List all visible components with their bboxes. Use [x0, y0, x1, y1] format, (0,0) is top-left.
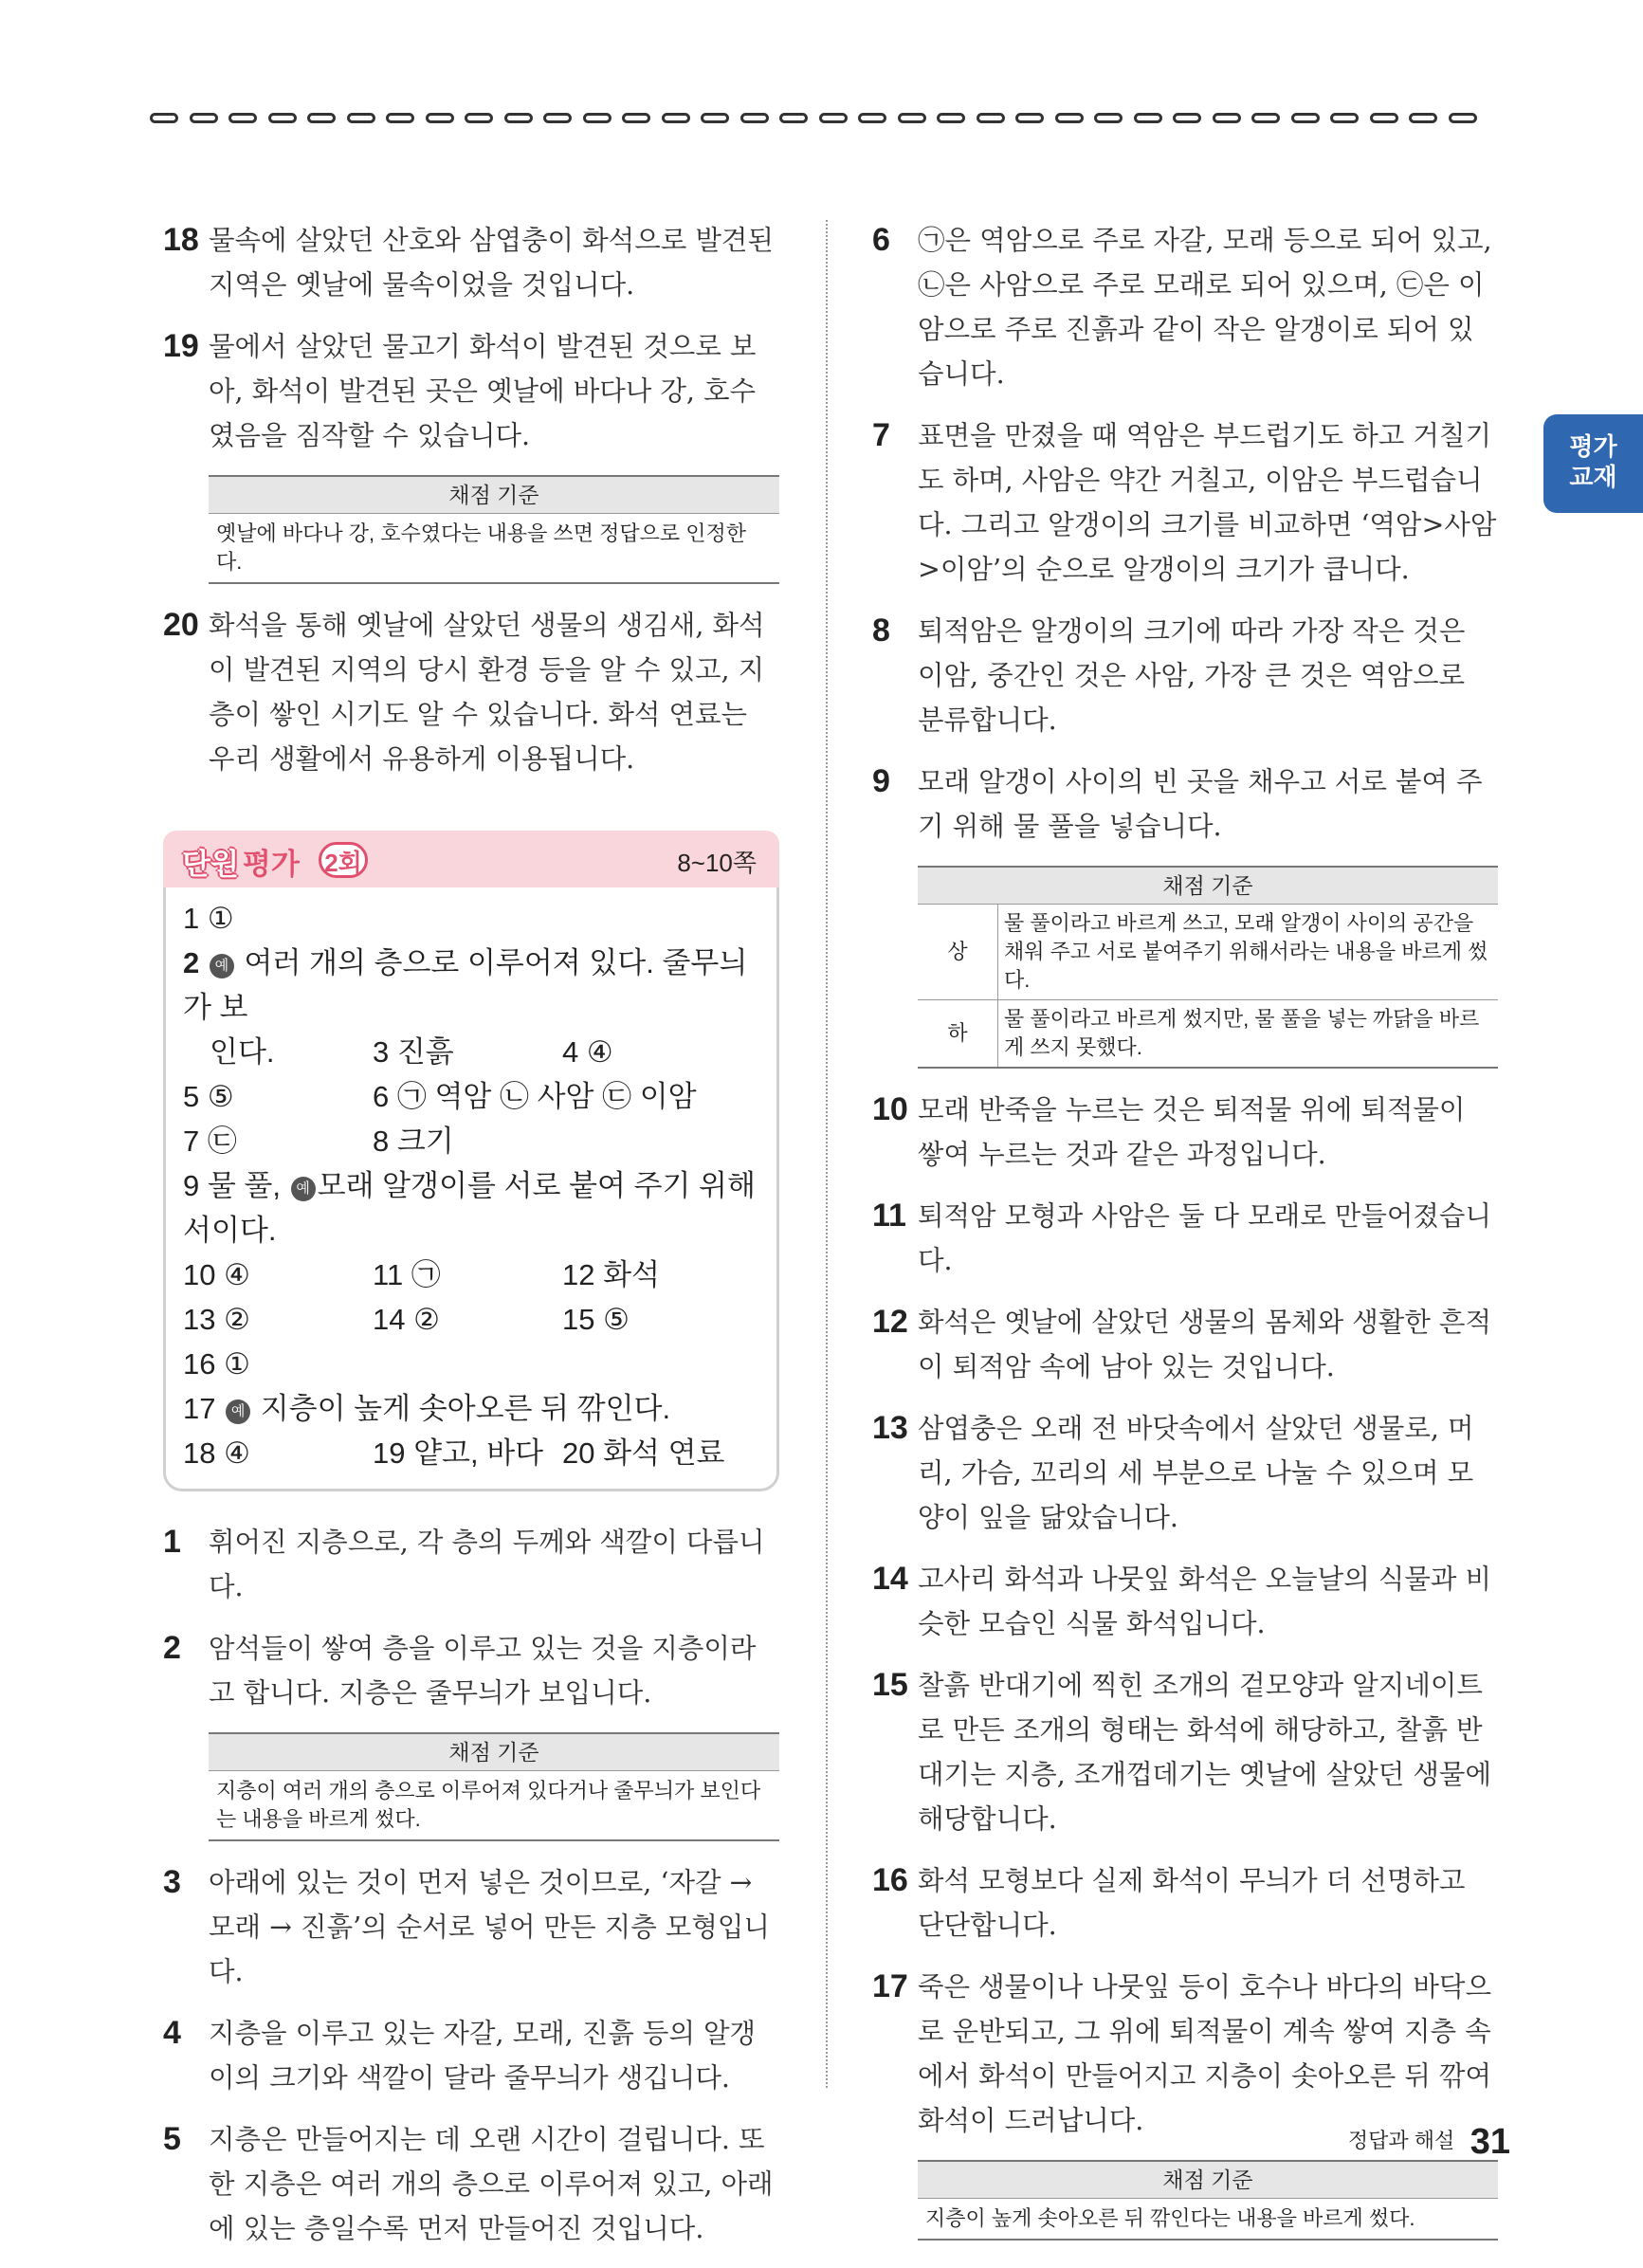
- answer-number: 2: [183, 946, 200, 979]
- grading-criteria-9: [918, 866, 1498, 1069]
- question-text: ㉠은 역암으로 주로 자갈, 모래 등으로 되어 있고, ㉡은 사암으로 주로 모래로 되어 있으며, ㉢은 이암으로 주로 진흙과 같이 작은 알갱이로 되어 있습니다.: [918, 225, 1492, 390]
- answer-6: 6 ㉠ 역암 ㉡ 사암 ㉢ 이암: [373, 1080, 697, 1113]
- answer-20: 20 화석 연료: [562, 1436, 725, 1470]
- explanation-16: [872, 1858, 1498, 1948]
- dash-segment: [819, 113, 848, 123]
- question-number: 16: [872, 1862, 908, 1898]
- criteria-text: 지층이 여러 개의 층으로 이루어져 있다거나 줄무늬가 보인다는 내용을 바르게 썼다.: [216, 1779, 761, 1831]
- right-column: [872, 218, 1498, 2259]
- dash-segment: [426, 113, 454, 123]
- answer-row-13-15: [183, 1297, 759, 1342]
- dash-segment: [1173, 113, 1201, 123]
- question-number: 2: [163, 1630, 181, 1666]
- criteria-text: 지층이 높게 솟아오른 뒤 깎인다는 내용을 바르게 썼다.: [925, 2206, 1415, 2230]
- dash-segment: [543, 113, 572, 123]
- answer-number: 17: [183, 1392, 216, 1425]
- criteria-row-low: [918, 1000, 1498, 1068]
- question-text: 고사리 화석과 나뭇잎 화석은 오늘날의 식물과 비슷한 모습인 식물 화석입니다.: [918, 1564, 1491, 1639]
- answer-2-continued: 인다.: [210, 1035, 275, 1069]
- title-eval: 평가: [242, 848, 300, 881]
- answer-7: 7 ㉢: [183, 1125, 237, 1158]
- criteria-title: 채점 기준: [209, 1734, 779, 1771]
- criteria-title: 채점 기준: [918, 2162, 1498, 2199]
- dash-segment: [740, 113, 769, 123]
- answer-1: 1 ①: [183, 902, 234, 935]
- dash-segment: [898, 113, 926, 123]
- answer-5: 5 ⑤: [183, 1080, 234, 1113]
- explanation-3: [163, 1860, 779, 1994]
- dash-segment: [622, 113, 650, 123]
- question-number: 3: [163, 1864, 181, 1900]
- question-number: 19: [163, 328, 199, 364]
- question-number: 13: [872, 1410, 908, 1446]
- explanation-19: [163, 324, 779, 458]
- explanation-5: [163, 2117, 779, 2251]
- question-text: 암석들이 쌓여 층을 이루고 있는 것을 지층이라고 합니다. 지층은 줄무늬가 보입니다.: [209, 1633, 757, 1709]
- footer-label: 정답과 해설: [1347, 2129, 1455, 2152]
- explanation-9: [872, 759, 1498, 849]
- dash-segment: [1330, 113, 1359, 123]
- criteria-title: 채점 기준: [918, 868, 1498, 905]
- dash-segment: [1291, 113, 1320, 123]
- question-text: 화석은 옛날에 살았던 생물의 몸체와 생활한 흔적이 퇴적암 속에 남아 있는 것입니다.: [918, 1307, 1491, 1382]
- dash-segment: [347, 113, 375, 123]
- round-badge: 2회: [319, 842, 368, 878]
- column-divider: [826, 220, 828, 2088]
- explanation-2: [163, 1626, 779, 1715]
- grading-criteria-19: [209, 475, 779, 584]
- dash-segment: [465, 113, 493, 123]
- question-number: 18: [163, 222, 199, 258]
- answer-12: 12 화석: [562, 1258, 660, 1291]
- dash-segment: [307, 113, 336, 123]
- question-number: 4: [163, 2015, 181, 2051]
- answer-10: 10 ④: [183, 1258, 250, 1291]
- dash-segment: [228, 113, 257, 123]
- grade-label: 하: [918, 1000, 998, 1068]
- question-number: 1: [163, 1524, 181, 1560]
- answer-text: 지층이 높게 솟아오른 뒤 깎인다.: [260, 1392, 671, 1425]
- dash-segment: [268, 113, 297, 123]
- side-tab-evaluation[interactable]: [1543, 414, 1643, 513]
- question-text: 퇴적암 모형과 사암은 둘 다 모래로 만들어졌습니다.: [918, 1200, 1491, 1276]
- dash-segment: [150, 113, 178, 123]
- answer-17: [183, 1386, 759, 1431]
- dash-segment: [858, 113, 886, 123]
- explanation-20: [163, 603, 779, 781]
- question-number: 6: [872, 222, 890, 258]
- dash-segment: [1055, 113, 1084, 123]
- question-number: 5: [163, 2121, 181, 2157]
- dash-segment: [977, 113, 1005, 123]
- explanation-18: [163, 218, 779, 307]
- dash-segment: [386, 113, 414, 123]
- question-text: 화석을 통해 옛날에 살았던 생물의 생김새, 화석이 발견된 지역의 당시 환경 등을 알 수 있고, 지층이 쌓인 시기도 알 수 있습니다. 화석 연료는 우리 생활에서 유용하게 이용됩니다.: [209, 610, 765, 775]
- answer-15: 15 ⑤: [562, 1303, 630, 1336]
- question-text: 휘어진 지층으로, 각 층의 두께와 색깔이 다릅니다.: [209, 1527, 765, 1602]
- question-text: 지층은 만들어지는 데 오랜 시간이 걸립니다. 또한 지층은 여러 개의 층으로 이루어져 있고, 아래에 있는 층일수록 먼저 만들어진 것입니다.: [209, 2124, 774, 2244]
- title-unit: 단원: [182, 848, 239, 881]
- answer-13: 13 ②: [183, 1303, 250, 1336]
- dash-segment: [583, 113, 612, 123]
- question-text: 표면을 만졌을 때 역암은 부드럽기도 하고 거칠기도 하며, 사암은 약간 거칠고, 이암은 부드럽습니다. 그리고 알갱이의 크기를 비교하면 ‘역암>사암>이암’의 순으로 알갱이의 크기가 큽니다.: [918, 420, 1497, 585]
- explanation-13: [872, 1406, 1498, 1540]
- question-number: 11: [872, 1198, 906, 1234]
- grade-label: 상: [918, 905, 998, 1000]
- question-text: 찰흙 반대기에 찍힌 조개의 겉모양과 알지네이트로 만든 조개의 형태는 화석에 해당하고, 찰흙 반대기는 지층, 조개껍데기는 옛날에 살았던 생물에 해당합니다.: [918, 1670, 1491, 1835]
- answer-19: 19 얕고, 바다: [373, 1436, 544, 1470]
- explanation-17: [872, 1965, 1498, 2143]
- answer-row-7-8: [183, 1119, 759, 1163]
- answer-text: 모래 알갱이를 서로 붙여 주기 위해서이다.: [183, 1169, 756, 1247]
- dash-segment: [1094, 113, 1123, 123]
- answer-9: [183, 1163, 759, 1253]
- answer-14: 14 ②: [373, 1303, 440, 1336]
- question-text: 모래 알갱이 사이의 빈 곳을 채우고 서로 붙여 주기 위해 물 풀을 넣습니다.: [918, 766, 1483, 842]
- unit-test-header: [163, 831, 779, 887]
- question-text: 물에서 살았던 물고기 화석이 발견된 것으로 보아, 화석이 발견된 곳은 옛날에 바다나 강, 호수였음을 짐작할 수 있습니다.: [209, 331, 757, 451]
- unit-test-title: [182, 840, 300, 883]
- explanation-15: [872, 1663, 1498, 1841]
- example-badge: 예: [291, 1177, 316, 1201]
- question-number: 9: [872, 763, 890, 799]
- grading-criteria-2: [209, 1732, 779, 1841]
- dash-segment: [1370, 113, 1398, 123]
- explanation-10: [872, 1088, 1498, 1177]
- criteria-text: 물 풀이라고 바르게 쓰고, 모래 알갱이 사이의 공간을 채워 주고 서로 붙여주기 위해서라는 내용을 바르게 썼다.: [1004, 911, 1488, 992]
- dash-segment: [1409, 113, 1437, 123]
- answer-row-3-4: [183, 1030, 759, 1074]
- example-badge: 예: [210, 954, 234, 979]
- question-text: 아래에 있는 것이 먼저 넣은 것이므로, ‘자갈 → 모래 → 진흙’의 순서로 넣어 만든 지층 모형입니다.: [209, 1867, 770, 1987]
- explanation-12: [872, 1300, 1498, 1389]
- explanation-8: [872, 609, 1498, 742]
- grading-criteria-17: [918, 2160, 1498, 2241]
- answer-4: 4 ④: [562, 1035, 613, 1069]
- answer-row-5-6: [183, 1074, 759, 1119]
- question-number: 17: [872, 1968, 908, 2004]
- answer-text: 여러 개의 층으로 이루어져 있다. 줄무늬가 보: [183, 946, 748, 1024]
- answer-11: 11 ㉠: [373, 1258, 441, 1291]
- dash-segment: [1134, 113, 1162, 123]
- question-number: 10: [872, 1091, 908, 1127]
- criteria-text: 옛날에 바다나 강, 호수였다는 내용을 쓰면 정답으로 인정한다.: [216, 521, 746, 574]
- side-tab-line: 평가: [1569, 432, 1617, 461]
- answer-3: 3 진흙: [373, 1035, 454, 1069]
- criteria-row-high: [918, 905, 1498, 1000]
- criteria-text: 물 풀이라고 바르게 썼지만, 물 풀을 넣는 까닭을 바르게 쓰지 못했다.: [998, 1000, 1499, 1068]
- dash-segment: [662, 113, 690, 123]
- dash-segment: [504, 113, 533, 123]
- question-number: 8: [872, 613, 890, 649]
- criteria-table: [918, 905, 1498, 1067]
- left-column: [163, 218, 779, 2268]
- dash-segment: [190, 113, 218, 123]
- question-number: 7: [872, 417, 890, 453]
- question-text: 지층을 이루고 있는 자갈, 모래, 진흙 등의 알갱이의 크기와 색깔이 달라 줄무늬가 생깁니다.: [209, 2018, 757, 2094]
- question-text: 삼엽충은 오래 전 바닷속에서 살았던 생물로, 머리, 가슴, 꼬리의 세 부분으로 나눌 수 있으며 모양이 잎을 닮았습니다.: [918, 1413, 1474, 1533]
- question-number: 20: [163, 607, 199, 643]
- answer-text: 9 물 풀,: [183, 1169, 281, 1202]
- explanation-6: [872, 218, 1498, 396]
- top-dash-border: [150, 113, 1487, 132]
- example-badge: 예: [226, 1399, 250, 1424]
- answer-list: [163, 884, 779, 1491]
- question-text: 죽은 생물이나 나뭇잎 등이 호수나 바다의 바닥으로 운반되고, 그 위에 퇴적물이 계속 쌓여 지층 속에서 화석이 만들어지고 지층이 솟아오른 뒤 깎여 화석이 드러납니다.: [918, 1971, 1491, 2136]
- question-number: 14: [872, 1561, 908, 1597]
- question-text: 퇴적암은 알갱이의 크기에 따라 가장 작은 것은 이암, 중간인 것은 사암, 가장 큰 것은 역암으로 분류합니다.: [918, 615, 1466, 736]
- question-number: 12: [872, 1304, 908, 1340]
- answer-2: [183, 941, 759, 1030]
- dash-segment: [1213, 113, 1241, 123]
- criteria-title: 채점 기준: [209, 477, 779, 514]
- answer-18: 18 ④: [183, 1436, 250, 1470]
- explanation-14: [872, 1557, 1498, 1646]
- explanation-4: [163, 2011, 779, 2100]
- question-text: 물속에 살았던 산호와 삼엽충이 화석으로 발견된 지역은 옛날에 물속이었을 것입니다.: [209, 225, 774, 301]
- page-footer: [1348, 2122, 1510, 2163]
- answer-row-18-20: [183, 1431, 759, 1475]
- dash-segment: [779, 113, 808, 123]
- answer-16: 16 ①: [183, 1347, 250, 1381]
- dash-segment: [1015, 113, 1044, 123]
- explanation-7: [872, 413, 1498, 592]
- question-text: 화석 모형보다 실제 화석이 무늬가 더 선명하고 단단합니다.: [918, 1865, 1466, 1941]
- dash-segment: [937, 113, 965, 123]
- side-tab-line: 교재: [1569, 463, 1617, 491]
- page-range: 8~10쪽: [677, 849, 757, 877]
- explanation-11: [872, 1194, 1498, 1283]
- explanation-1: [163, 1520, 779, 1609]
- question-number: 15: [872, 1667, 908, 1703]
- dash-segment: [1449, 113, 1477, 123]
- question-text: 모래 반죽을 누르는 것은 퇴적물 위에 퇴적물이 쌓여 누르는 것과 같은 과정입니다.: [918, 1094, 1466, 1170]
- page-number: 31: [1470, 2122, 1510, 2162]
- unit-test-answer-box: [163, 831, 779, 1491]
- answer-8: 8 크기: [373, 1125, 454, 1158]
- dash-segment: [701, 113, 729, 123]
- answer-row-10-12: [183, 1253, 759, 1297]
- dash-segment: [1251, 113, 1280, 123]
